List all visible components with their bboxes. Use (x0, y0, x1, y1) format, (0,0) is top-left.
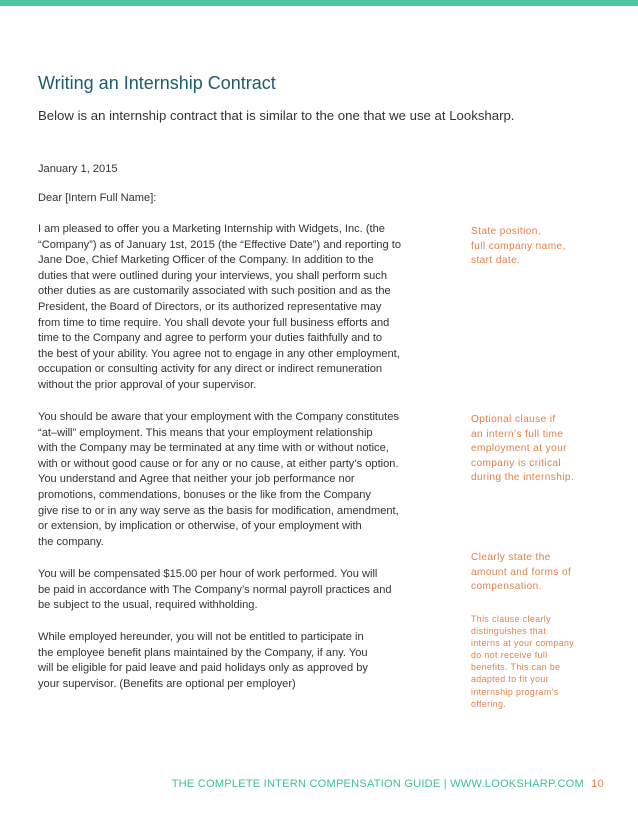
text-line: You will be compensated $15.00 per hour of work performed. You will (38, 568, 378, 580)
text-line: the employee benefit plans maintained by the Company, if any. You (38, 646, 368, 659)
note-line: Clearly state the (471, 552, 551, 563)
letter-salutation: Dear [Intern Full Name]: (38, 192, 157, 204)
note-line: interns at your company (471, 638, 575, 649)
text-line: the best of your ability. You agree not to engage in any other employment, (38, 347, 400, 360)
text-line: promotions, commendations, bonuses or the like from the Company (38, 488, 371, 501)
page-number: 10 (591, 778, 604, 790)
note-line: company is critical (471, 457, 562, 469)
top-accent-bar (0, 0, 638, 6)
letter-date: January 1, 2015 (38, 163, 118, 175)
note-line: compensation. (471, 581, 542, 592)
note-line: Optional clause if (471, 414, 556, 425)
text-line: time to the Company and agree to perform your duties faithfully and to (38, 332, 383, 345)
paragraph-compensation (38, 567, 458, 614)
paragraph-position (38, 222, 458, 394)
note-line: amount and forms of (471, 566, 572, 578)
text-line: with the Company may be terminated at any time with or without notice, (38, 442, 389, 455)
text-line: Jane Doe, Chief Marketing Officer of the Company. In addition to the (38, 254, 374, 267)
note-line: start date. (471, 255, 521, 266)
text-line: I am pleased to offer you a Marketing Internship with Widgets, Inc. (the (38, 223, 385, 235)
note-line: adapted to fit your (471, 674, 550, 685)
page-footer (172, 778, 604, 790)
note-line: do not receive full (471, 650, 548, 661)
text-line: You understand and Agree that neither your job performance nor (38, 473, 355, 486)
text-line: “at–will” employment. This means that your employment relationship (38, 426, 373, 439)
text-line: with or without good cause or for any or no cause, at either party’s option. (38, 457, 399, 470)
margin-note-position (471, 225, 631, 269)
text-line: your supervisor. (Benefits are optional per employer) (38, 677, 296, 690)
paragraph-at-will (38, 410, 458, 550)
footer-text: THE COMPLETE INTERN COMPENSATION GUIDE | WWW.LOOKSHARP.COM (171, 778, 584, 790)
text-line: will be eligible for paid leave and paid holidays only as approved by (38, 662, 368, 675)
note-line: full company name, (471, 240, 566, 252)
text-line: President, the Board of Directors, or its authorized representative may (38, 300, 382, 313)
note-line: This clause clearly (471, 614, 551, 624)
text-line: be subject to the usual, required withholding. (38, 599, 258, 612)
margin-note-benefits (471, 613, 631, 710)
text-line: “Company”) as of January 1st, 2015 (the “Effective Date”) and reporting to (38, 238, 401, 251)
text-line: the company. (38, 535, 104, 548)
margin-note-compensation (471, 551, 631, 595)
paragraph-benefits (38, 630, 458, 692)
text-line: other duties as are customarily associated with such position and as the (38, 285, 391, 298)
text-line: While employed hereunder, you will not be entitled to participate in (38, 631, 364, 643)
note-line: distinguishes that (471, 626, 547, 637)
text-line: duties that were outlined during your interviews, you shall perform such (38, 269, 388, 282)
note-line: an intern’s full time (471, 428, 564, 440)
note-line: during the internship. (471, 472, 575, 483)
text-line: or extension, by implication or otherwise, of your employment with (38, 520, 362, 533)
text-line: without the prior approval of your supervisor. (38, 378, 257, 391)
note-line: offering. (471, 698, 507, 709)
note-line: State position, (471, 226, 541, 237)
page-title: Writing an Internship Contract (38, 73, 276, 93)
text-line: give rise to or in any way serve as the basis for modification, amendment, (38, 504, 399, 517)
margin-note-at-will (471, 413, 631, 486)
text-line: occupation or consulting activity for any direct or indirect remuneration (38, 363, 383, 376)
note-line: benefits. This can be (471, 662, 561, 673)
note-line: employment at your (471, 443, 567, 454)
page-subtitle: Below is an internship contract that is similar to the one that we use at Looksharp. (38, 108, 515, 123)
text-line: be paid in accordance with The Company’s normal payroll practices and (38, 583, 392, 596)
note-line: internship program’s (471, 686, 559, 697)
text-line: from time to time require. You shall devote your full business efforts and (38, 316, 390, 329)
text-line: You should be aware that your employment with the Company constitutes (38, 411, 399, 423)
